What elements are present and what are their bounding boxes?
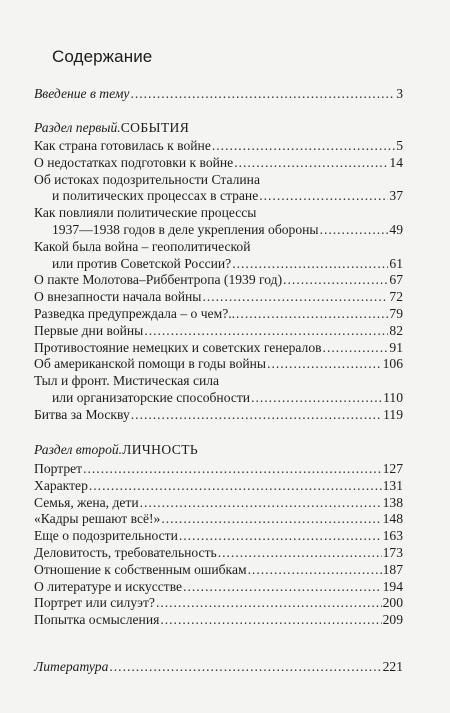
toc-entry: [34, 289, 403, 305]
toc-page-number: 3: [396, 86, 403, 101]
toc-page-number: 221: [382, 659, 403, 674]
dot-leader: [267, 356, 382, 372]
toc-entry-title: Портрет: [34, 461, 83, 476]
toc-entry: [34, 612, 403, 628]
toc-entry: [52, 222, 403, 238]
dot-leader: [131, 407, 382, 423]
toc-page-number: 148: [382, 511, 403, 527]
toc-entry-title: Противостояние немецких и советских генералов: [34, 339, 322, 355]
toc-entry-title: Портрет или силуэт?: [34, 595, 155, 611]
dot-leader: [140, 495, 382, 511]
dot-leader: [109, 659, 381, 675]
toc-entry-title: Семья, жена, дети: [34, 494, 139, 510]
toc-page-number: 138: [382, 494, 403, 510]
toc-entry-title: О пакте Молотова–Риббентропа (1939 год): [34, 272, 283, 288]
toc-entry: [34, 528, 403, 544]
toc-entry-title: Попытка осмысления: [34, 612, 160, 628]
toc-page-number: 61: [389, 255, 403, 271]
dot-leader: [212, 138, 395, 154]
toc-entry-title: «Кадры решают всё!»: [34, 511, 161, 527]
toc-entry-title: О литературе и искусстве: [34, 578, 183, 594]
dot-leader: [248, 562, 382, 578]
page-title: Содержание: [52, 47, 153, 66]
toc-entry-title: Об истоках подозрительности Сталина: [34, 171, 260, 187]
toc-entry-title: или организаторские способности: [52, 390, 251, 405]
toc-page-number: 5: [396, 138, 403, 153]
section-heading-1: [34, 120, 189, 136]
dot-leader: [320, 222, 389, 238]
dot-leader: [202, 289, 388, 305]
toc-entry: [34, 495, 403, 511]
toc-entry-title: Еще о подозрительности: [34, 528, 178, 544]
toc-page-number: 110: [383, 390, 403, 405]
toc-page-number: 106: [382, 356, 403, 372]
toc-entry: [52, 188, 403, 204]
toc-page-number: 72: [389, 289, 403, 305]
section-heading-2: [34, 442, 198, 458]
toc-entry-title: О недостатках подготовки к войне: [34, 154, 234, 170]
toc-page-number: 127: [382, 461, 403, 476]
toc-entry-title: Отношение к собственным ошибкам: [34, 561, 247, 577]
dot-leader: [218, 545, 382, 561]
toc-entry: [34, 461, 403, 477]
toc-entry: [34, 340, 403, 356]
toc-entry-title: Литература: [34, 659, 109, 674]
toc-entry-title: Разведка предупреждала – о чем?..: [34, 306, 236, 321]
section-label: Раздел первый.: [34, 120, 121, 135]
toc-entry-title: Об американской помощи в годы войны: [34, 356, 267, 372]
toc-entry: [34, 155, 403, 171]
toc-page-number: 91: [389, 339, 403, 355]
dot-leader: [232, 256, 388, 272]
toc-entry-title: Характер: [34, 477, 88, 493]
toc-page-number: 119: [383, 406, 403, 422]
toc-page-number: 187: [382, 561, 403, 577]
section-name: СОБЫТИЯ: [120, 120, 190, 135]
toc-entry-title: Первые дни войны: [34, 322, 144, 338]
dot-leader: [89, 478, 382, 494]
toc-entry: [34, 407, 403, 423]
toc-page-number: 131: [382, 477, 403, 493]
toc-entry-title: или против Советской России?: [52, 255, 232, 271]
dot-leader: [83, 461, 382, 477]
dot-leader: [161, 511, 381, 527]
toc-entry-title: Какой была война – геополитической: [34, 238, 251, 254]
dot-leader: [183, 579, 382, 595]
toc-entry-title: Введение в тему: [34, 86, 130, 101]
toc-entry: [34, 239, 403, 255]
toc-entry: [34, 323, 403, 339]
toc-entry: [34, 356, 403, 372]
toc-page-number: 200: [382, 595, 403, 611]
dot-leader: [156, 595, 382, 611]
toc-entry: [34, 138, 403, 154]
toc-entry: [34, 306, 403, 322]
toc-entry: [34, 172, 403, 188]
toc-page-number: 173: [382, 545, 403, 560]
dot-leader: [234, 155, 388, 171]
toc-entry-title: Как повлияли политические процессы: [34, 205, 257, 221]
toc-entry: [52, 390, 403, 406]
toc-entry: [34, 595, 403, 611]
dot-leader: [130, 86, 395, 102]
toc-entry: [52, 256, 403, 272]
toc-entry: [34, 545, 403, 561]
dot-leader: [144, 323, 388, 339]
toc-page-number: 37: [389, 188, 403, 204]
toc-entry-literature: [34, 659, 403, 675]
dot-leader: [236, 306, 388, 322]
dot-leader: [160, 612, 381, 628]
dot-leader: [179, 528, 382, 544]
dot-leader: [251, 390, 382, 406]
dot-leader: [283, 272, 388, 288]
toc-entry: [34, 579, 403, 595]
toc-page-number: 14: [389, 154, 403, 170]
toc-entry-intro: [34, 86, 403, 102]
dot-leader: [259, 188, 388, 204]
toc-entry-title: Тыл и фронт. Мистическая сила: [34, 373, 220, 389]
toc-page-number: 67: [389, 272, 403, 288]
toc-entry: [34, 205, 403, 221]
toc-entry: [34, 478, 403, 494]
toc-page-number: 82: [389, 322, 403, 338]
section-label: Раздел второй.: [34, 442, 123, 457]
toc-page-number: 163: [382, 528, 403, 544]
toc-entry-title: Битва за Москву: [34, 406, 130, 422]
toc-entry: [34, 511, 403, 527]
toc-page-number: 79: [389, 306, 403, 321]
toc-page-number: 49: [389, 222, 403, 237]
toc-entry-title: Как страна готовилась к войне: [34, 138, 211, 153]
section-name: ЛИЧНОСТЬ: [122, 442, 199, 457]
dot-leader: [323, 340, 389, 356]
toc-entry: [34, 272, 403, 288]
toc-page-number: 209: [382, 612, 403, 628]
toc-entry: [34, 562, 403, 578]
toc-entry-title: О внезапности начала войны: [34, 289, 202, 305]
toc-entry-title: Деловитость, требовательность: [34, 545, 217, 560]
toc-entry-title: и политических процессах в стране: [52, 188, 259, 204]
toc-page-number: 194: [382, 578, 403, 594]
toc-entry-title: 1937—1938 годов в деле укрепления обороны: [52, 222, 319, 237]
toc-entry: [34, 373, 403, 389]
